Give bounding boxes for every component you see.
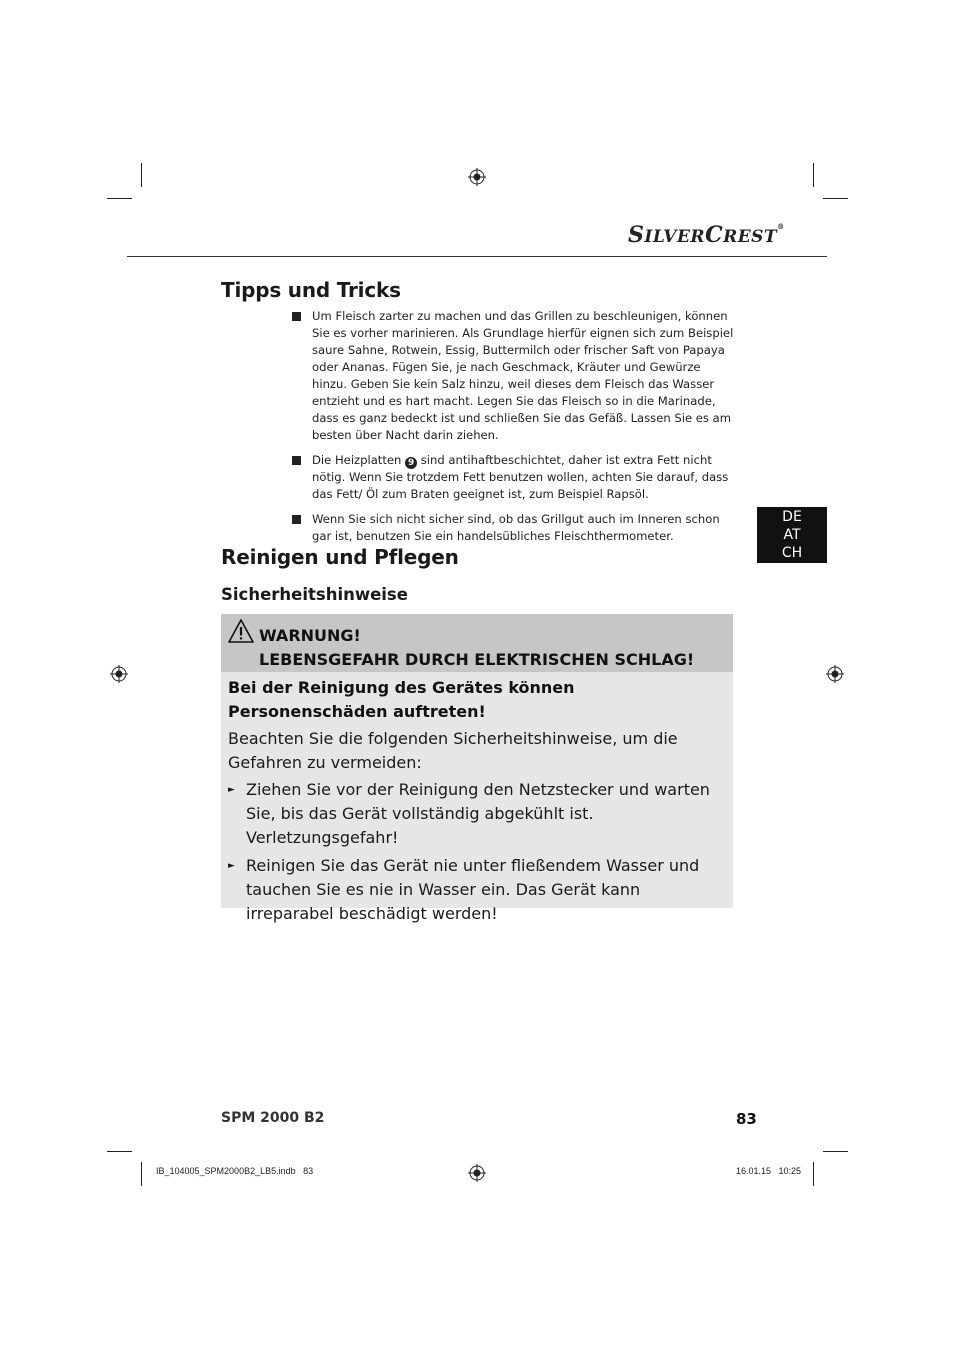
registration-mark-icon	[110, 665, 128, 683]
warning-triangle-icon	[227, 618, 255, 644]
list-item: Die Heizplatten 9 sind antihaftbeschichtet, daher ist extra Fett nicht nötig. Wenn Sie trotzdem Fett benutzen wollen, achten Sie darauf, dass das Fett/ Öl zum Braten geeignet ist, zum Beispiel Rapsöl.	[292, 452, 737, 503]
list-item: ► Reinigen Sie das Gerät nie unter fließendem Wasser und tauchen Sie es nie in Wasser ein. Das Gerät kann irreparabel beschädigt werden!	[228, 854, 728, 926]
tips-list	[292, 308, 737, 553]
crop-mark	[813, 1162, 814, 1186]
brand-logo: SILVERCREST®	[628, 222, 785, 248]
page-number: 83	[736, 1110, 757, 1128]
registration-mark-icon	[468, 168, 486, 186]
crop-mark	[823, 198, 848, 199]
list-item: Um Fleisch zarter zu machen und das Grillen zu beschleunigen, können Sie es vorher marinieren. Als Grundlage hierfür eignen sich zum Beispiel saure Sahne, Rotwein, Essig, Buttermilch oder frischer Saft von Papaya oder Ananas. Fügen Sie, je nach Geschmack, Kräuter und Gewürze hinzu. Geben Sie kein Salz hinzu, weil dieses dem Fleisch das Wasser entzieht und es hart macht. Legen Sie das Fleisch so in die Marinade, dass es ganz bedeckt ist und schließen Sie das Gefäß. Lassen Sie es am besten über Nacht darin ziehen.	[292, 308, 737, 444]
section-title-tips: Tipps und Tricks	[221, 278, 401, 302]
warning-header	[221, 614, 733, 672]
crop-mark	[813, 163, 814, 187]
warning-bold-text: Bei der Reinigung des Gerätes können Personenschäden auftreten!	[228, 678, 575, 721]
crop-mark	[823, 1151, 848, 1152]
footer-model: SPM 2000 B2	[221, 1110, 325, 1126]
language-tab: DE AT CH	[757, 507, 827, 563]
section-title-cleaning: Reinigen und Pflegen	[221, 545, 459, 569]
warning-list	[228, 778, 728, 930]
warning-intro-text: Beachten Sie die folgenden Sicherheitshinweise, um die Gefahren zu vermeiden:	[228, 729, 678, 772]
crop-mark	[107, 1151, 132, 1152]
crop-mark	[141, 1162, 142, 1186]
crop-mark	[107, 198, 132, 199]
registration-mark-icon	[826, 665, 844, 683]
print-slug-file: IB_104005_SPM2000B2_LB5.indb 83	[156, 1166, 314, 1176]
registration-mark-icon	[468, 1164, 486, 1182]
list-item: Wenn Sie sich nicht sicher sind, ob das Grillgut auch im Inneren schon gar ist, benutzen Sie ein handelsübliches Fleischthermometer.	[292, 511, 737, 545]
warning-box	[221, 614, 733, 923]
part-reference-badge: 9	[405, 457, 417, 469]
crop-mark	[141, 163, 142, 187]
list-item: ► Ziehen Sie vor der Reinigung den Netzstecker und warten Sie, bis das Gerät vollständig abgekühlt ist. Verletzungsgefahr!	[228, 778, 728, 850]
header-rule	[127, 256, 827, 257]
warning-title: WARNUNG! LEBENSGEFAHR DURCH ELEKTRISCHEN SCHLAG!	[259, 626, 695, 669]
subsection-title-safety: Sicherheitshinweise	[221, 585, 408, 604]
print-slug-date: 16.01.15 10:25	[736, 1166, 802, 1176]
